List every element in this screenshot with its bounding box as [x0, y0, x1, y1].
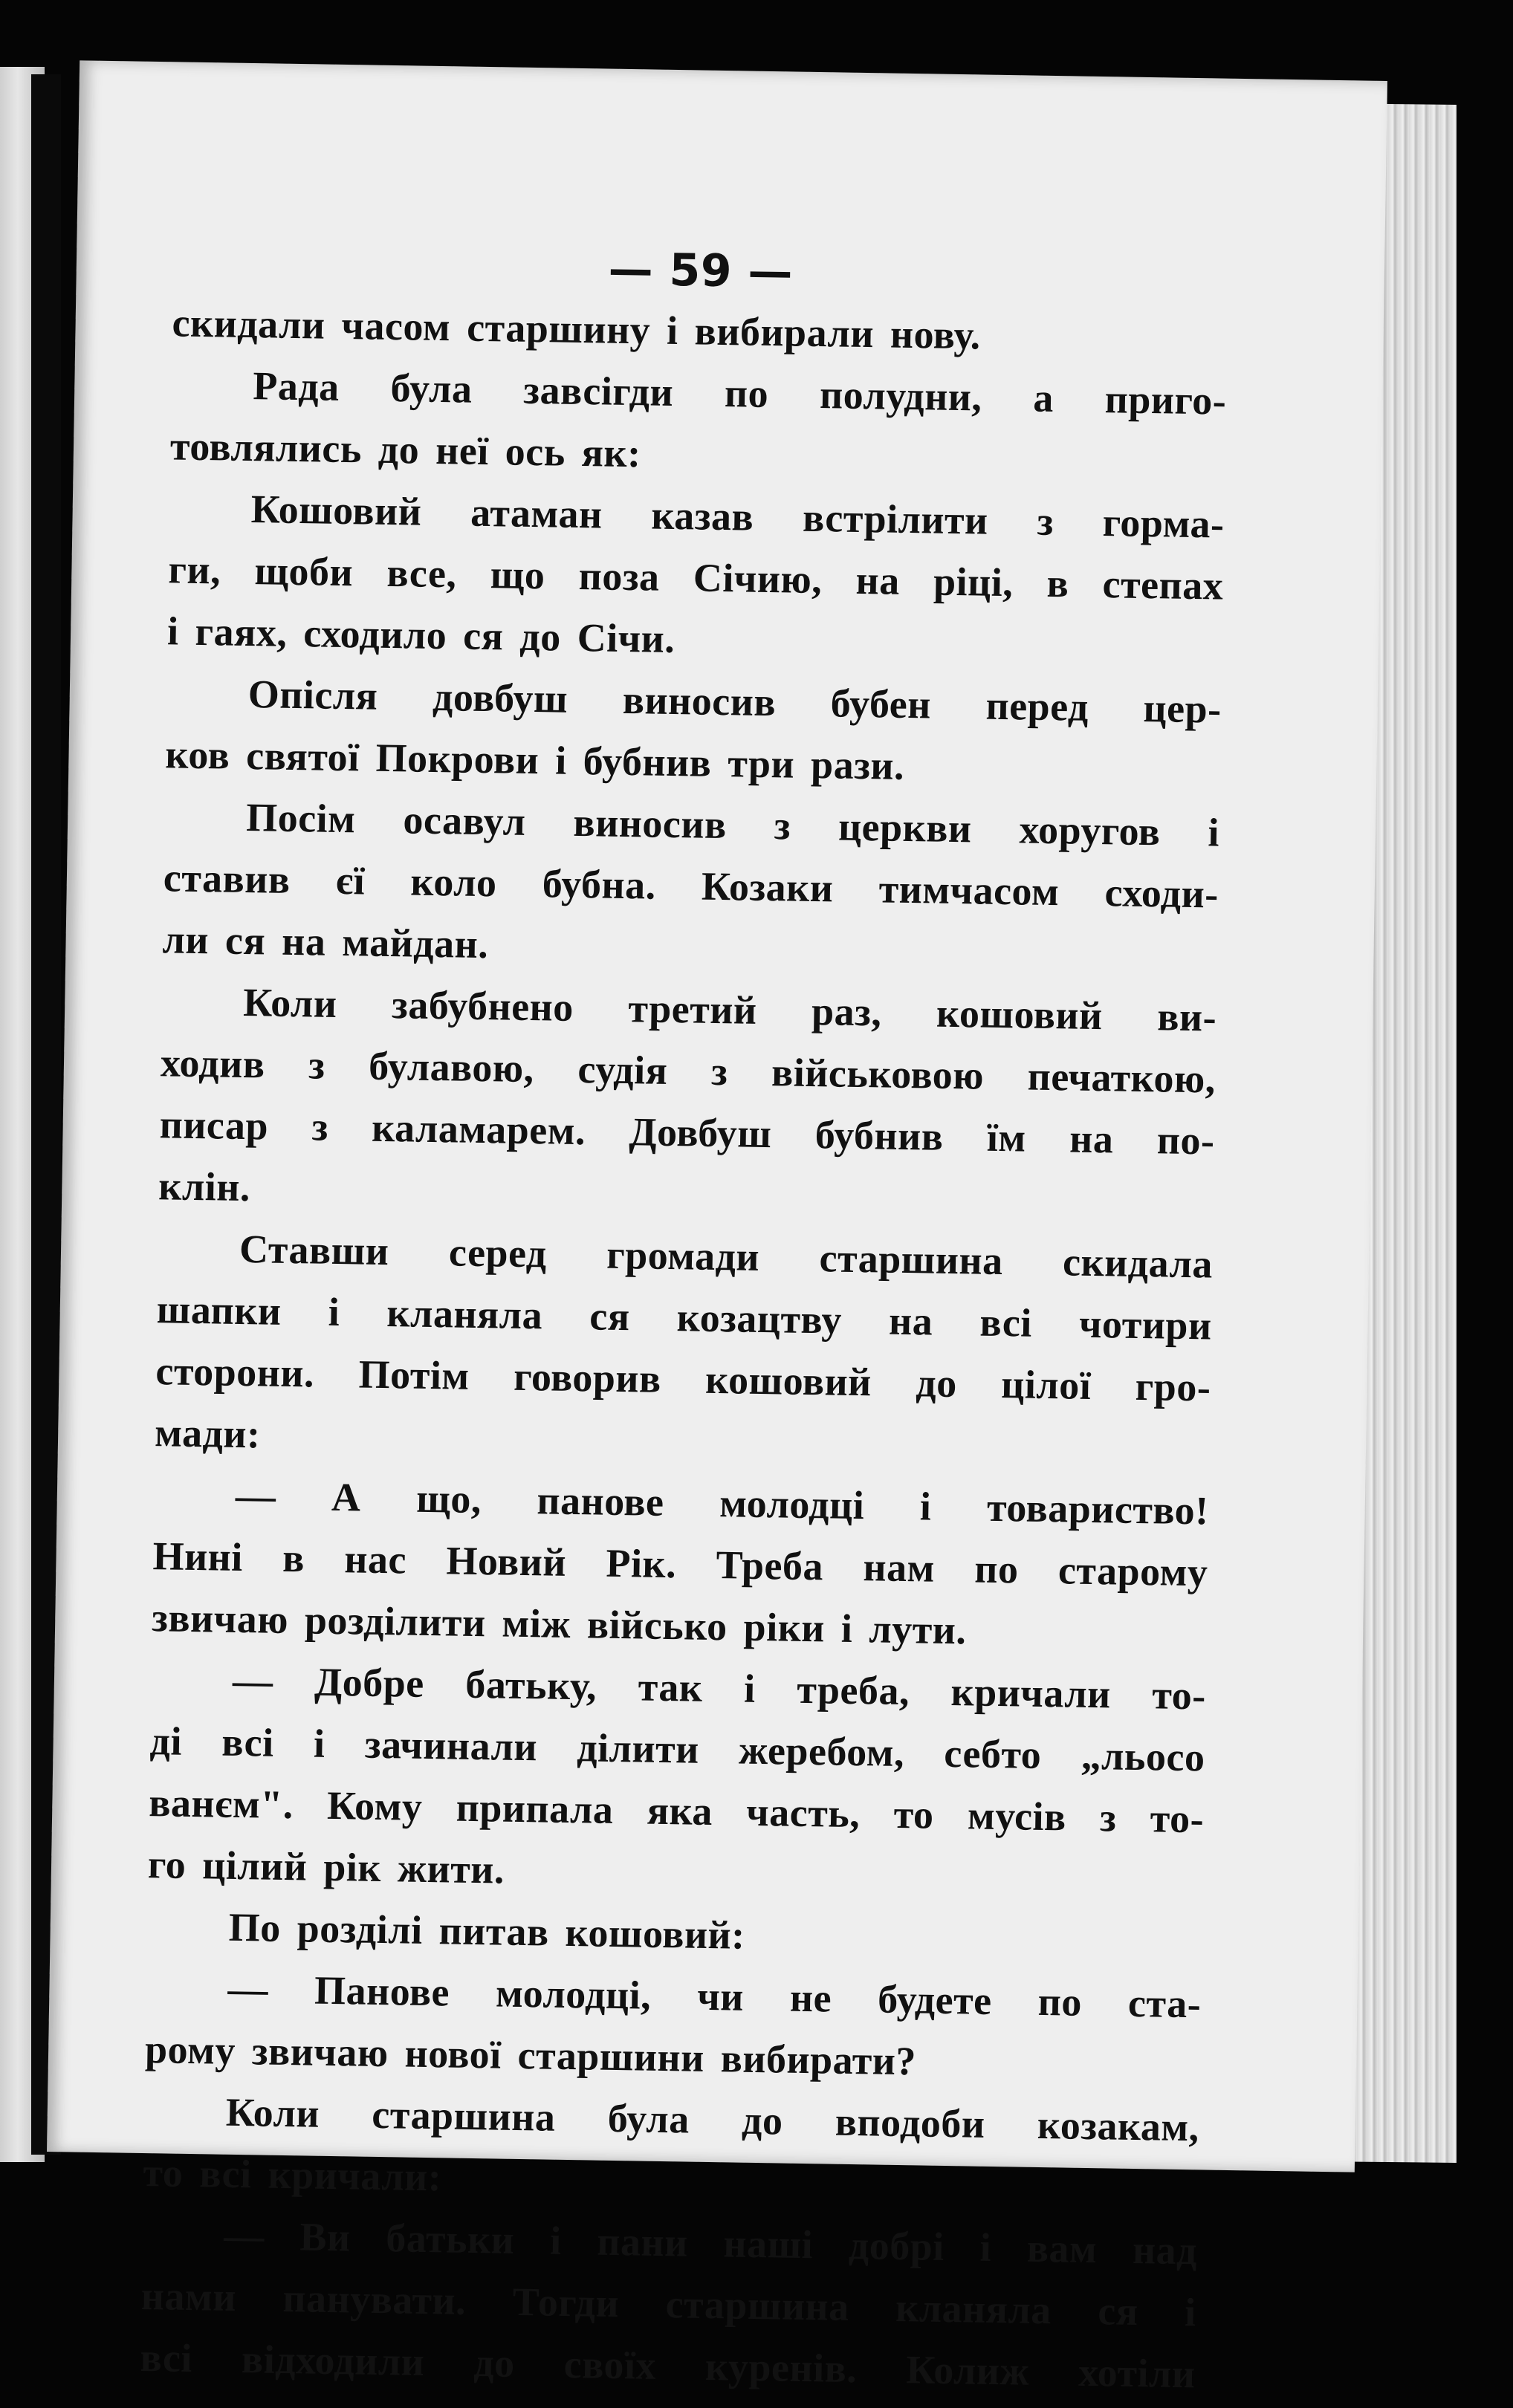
- text-line: По розділі питав кошовий:: [228, 1904, 746, 1958]
- text-line: — Добре батьку, так і треба, кричали то-: [232, 1658, 1207, 1719]
- book-page: [47, 60, 1387, 2397]
- text-block: [140, 233, 1228, 2405]
- text-line: Нині в нас Новий Рік. Треба нам по старому: [152, 1534, 1208, 1595]
- text-line: Коли забубнено третий раз, кошовий ви-: [242, 979, 1217, 1040]
- text-line: і гаях, сходило ся до Січи.: [166, 609, 675, 662]
- text-line: звичаю розділити між військо ріки і лути.: [151, 1595, 967, 1653]
- text-line: Кошовий атаман казав встрілити з горма-: [250, 487, 1225, 547]
- text-line: Опісля довбуш виносив бубен перед цер-: [247, 672, 1222, 732]
- text-line: рому звичаю нової старшини вибирати?: [144, 2027, 917, 2084]
- text-line: — А що, панове молодці і товариство!: [235, 1473, 1210, 1534]
- text-line: ходив з булавою, судія з військовою печаткою,: [160, 1040, 1216, 1102]
- text-line: — Панове молодці, чи не будете по ста-: [227, 1966, 1202, 2027]
- text-line: Рада була завсігди по полудни, а приго-: [252, 363, 1227, 423]
- text-line: Посім осавул виносив з церкви хоругов і: [245, 794, 1220, 855]
- text-line: писар з каламарем. Довбуш бубнив їм на по-: [159, 1102, 1215, 1164]
- text-line: го цілий рік жити.: [147, 1842, 505, 1892]
- text-line: Ставши серед громади старшина скидала: [239, 1226, 1214, 1287]
- text-line: ванєм". Кому припала яка часть, то мусів з то-: [148, 1780, 1205, 1842]
- text-line: клін.: [158, 1164, 251, 1210]
- body-text: [140, 292, 1228, 2405]
- text-line: сторони. Потім говорив кошовий до цілої гро-: [155, 1349, 1211, 1410]
- text-line: то всі кричали:: [143, 2150, 442, 2200]
- text-line: товлялись до неї ось як:: [169, 423, 642, 476]
- text-line: Коли старшина була до вподоби козакам,: [225, 2089, 1200, 2150]
- text-line: ставив єї коло бубна. Козаки тимчасом сходи-: [163, 855, 1219, 917]
- text-line: ков святої Покрови і бубнив три рази.: [165, 732, 905, 788]
- text-line: шапки і кланяла ся козацтву на всі чотири: [156, 1287, 1213, 1349]
- text-line: всі відходили до своїх куренів. Колиж хотіли: [140, 2335, 1196, 2397]
- page-number: — 59 —: [608, 243, 794, 299]
- text-line: — Ви батьки і пани наші добрі і вам над: [223, 2213, 1198, 2274]
- text-line: мади:: [154, 1410, 262, 1457]
- text-line: ді всі і зачинали ділити жеребом, себто „льосо: [149, 1719, 1205, 1780]
- text-line: скидали часом старшину і вибирали нову.: [172, 300, 982, 358]
- text-line: ги, щоби все, що поза Січию, на ріці, в степах: [168, 547, 1224, 609]
- text-line: нами панувати. Тогди старшина кланяла ся і: [140, 2274, 1197, 2335]
- text-line: ли ся на майдан.: [162, 917, 489, 967]
